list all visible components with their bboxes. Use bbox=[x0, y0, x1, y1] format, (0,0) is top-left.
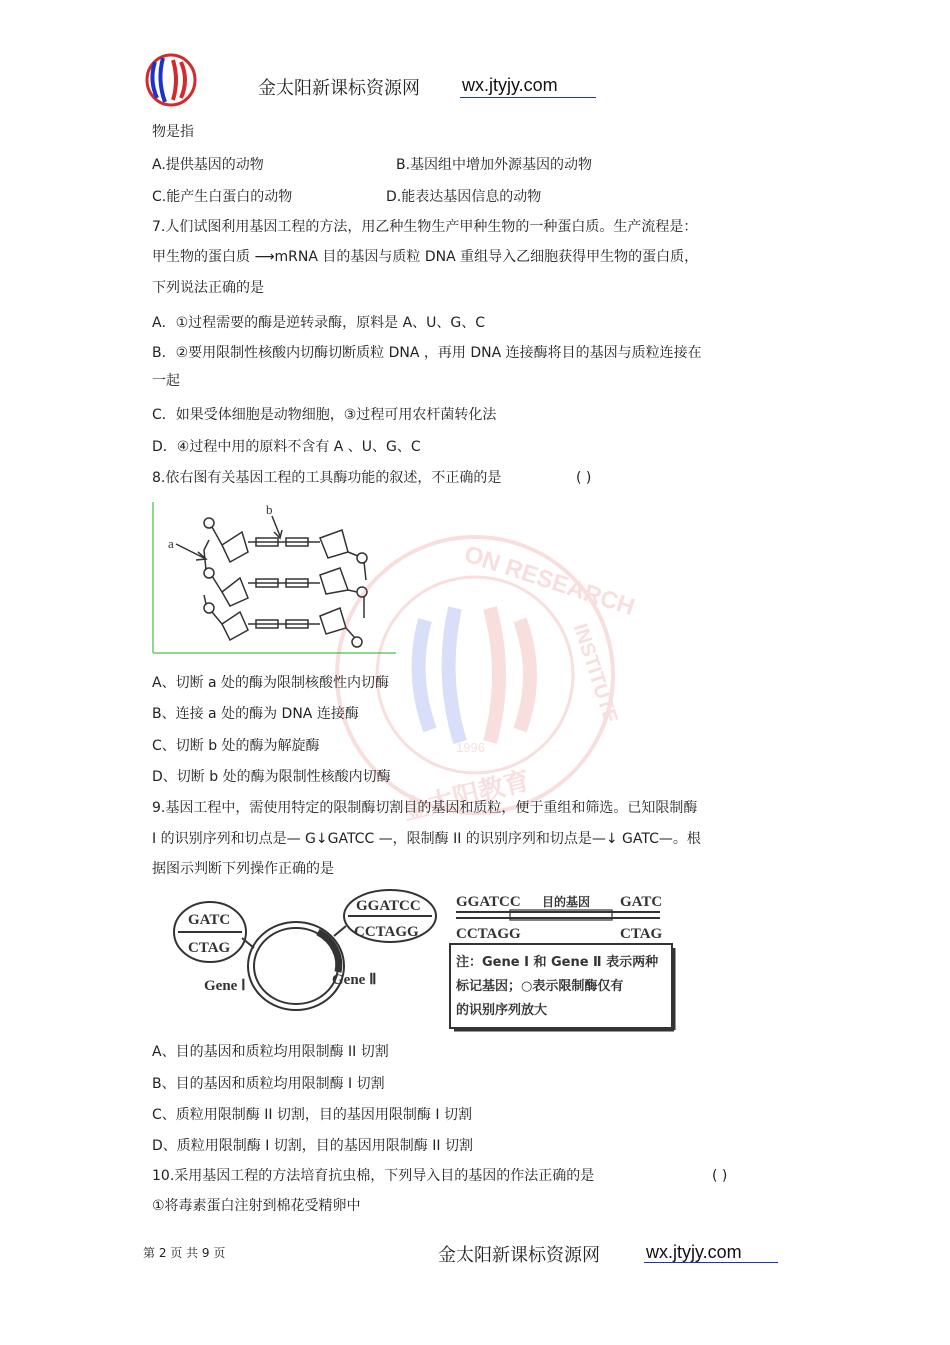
figure-8-dna bbox=[152, 500, 398, 655]
option-8a: A、切断 a 处的酶为限制核酸性内切酶 bbox=[152, 675, 390, 691]
option-9c: C、质粒用限制酶 II 切割，目的基因用限制酶 I 切割 bbox=[152, 1107, 472, 1123]
header-url-underline bbox=[460, 97, 596, 98]
text-line: 物是指 bbox=[152, 124, 194, 140]
target-bottom-left: CCTAGG bbox=[456, 926, 521, 942]
option-8b: B、连接 a 处的酶为 DNA 连接酶 bbox=[152, 706, 359, 722]
footer-site-name: 金太阳新课标资源网 bbox=[438, 1245, 600, 1266]
footer-site-url[interactable]: wx.jtyjy.com bbox=[646, 1242, 742, 1262]
option-6b: B.基因组中增加外源基因的动物 bbox=[396, 157, 593, 173]
option-9a: A、目的基因和质粒均用限制酶 II 切割 bbox=[152, 1044, 389, 1060]
option-7b: B．②要用限制性核酸内切酶切断质粒 DNA ，再用 DNA 连接酶将目的基因与质粒连接在 bbox=[152, 345, 702, 361]
option-7d: D．④过程中用的原料不含有 A 、U、G、C bbox=[152, 439, 421, 455]
option-6d: D.能表达基因信息的动物 bbox=[386, 189, 542, 205]
plasmid-left-top: GATC bbox=[188, 912, 231, 928]
question-9: 9.基因工程中，需使用特定的限制酶切割目的基因和质粒，便于重组和筛选。已知限制酶 bbox=[152, 800, 698, 816]
question-7-flow: 甲生物的蛋白质 ⟶mRNA 目的基因与质粒 DNA 重组导入乙细胞获得甲生物的蛋白质， bbox=[152, 249, 699, 265]
figure-9-plasmid bbox=[168, 886, 678, 1034]
page-number: 第 2 页 共 9 页 bbox=[143, 1246, 226, 1260]
logo bbox=[143, 52, 199, 108]
question-10-paren: ( ) bbox=[712, 1168, 728, 1184]
question-8-paren: ( ) bbox=[576, 470, 592, 486]
option-8c: C、切断 b 处的酶为解旋酶 bbox=[152, 738, 320, 754]
jty-logo-icon bbox=[143, 52, 199, 108]
option-7a: A．①过程需要的酶是逆转录酶，原料是 A、U、G、C bbox=[152, 315, 486, 331]
option-6a: A.提供基因的动物 bbox=[152, 157, 264, 173]
watermark-year: 1996 bbox=[456, 740, 485, 755]
question-7-ask: 下列说法正确的是 bbox=[152, 280, 264, 296]
question-10: 10.采用基因工程的方法培育抗虫棉，下列导入目的基因的作法正确的是 bbox=[152, 1168, 595, 1184]
gene1-label: Gene Ⅰ bbox=[204, 978, 246, 994]
gene2-label: Gene Ⅱ bbox=[332, 972, 377, 988]
target-middle: 目的基因 bbox=[542, 895, 591, 909]
header-site-name: 金太阳新课标资源网 bbox=[258, 78, 420, 99]
question-9-line3: 据图示判断下列操作正确的是 bbox=[152, 861, 334, 877]
target-top-left: GGATCC bbox=[456, 894, 521, 910]
option-8d: D、切断 b 处的酶为限制性核酸内切酶 bbox=[152, 769, 391, 785]
option-9b: B、目的基因和质粒均用限制酶 I 切割 bbox=[152, 1076, 385, 1092]
option-10-1: ①将毒素蛋白注射到棉花受精卵中 bbox=[152, 1198, 361, 1214]
option-7b-cont: 一起 bbox=[152, 373, 180, 389]
watermark-text-top: ON RESEARCH bbox=[460, 540, 638, 622]
footer-url-underline bbox=[644, 1262, 778, 1263]
question-7: 7.人们试图利用基因工程的方法，用乙种生物生产甲种生物的一种蛋白质。生产流程是： bbox=[152, 219, 698, 235]
question-9-line2: I 的识别序列和切点是— G↓GATCC —，限制酶 II 的识别序列和切点是—↓ GATC—。根 bbox=[152, 831, 701, 847]
plasmid-right-top: GGATCC bbox=[356, 898, 421, 914]
option-9d: D、质粒用限制酶 I 切割，目的基因用限制酶 II 切割 bbox=[152, 1138, 473, 1154]
watermark-text-right: INSTITUTE bbox=[568, 621, 622, 727]
question-8: 8.依右图有关基因工程的工具酶功能的叙述，不正确的是 bbox=[152, 470, 502, 486]
header-site-url[interactable]: wx.jtyjy.com bbox=[462, 75, 558, 95]
option-7c: C．如果受体细胞是动物细胞，③过程可用农杆菌转化法 bbox=[152, 407, 497, 423]
target-bottom-right: CTAG bbox=[620, 926, 663, 942]
note-line2: 标记基因；○表示限制酶仅有 bbox=[456, 979, 624, 994]
note-line1: 注：Gene Ⅰ 和 Gene Ⅱ 表示两种 bbox=[456, 955, 659, 970]
target-top-right: GATC bbox=[620, 894, 663, 910]
option-6c: C.能产生白蛋白的动物 bbox=[152, 189, 293, 205]
plasmid-left-bottom: CTAG bbox=[188, 940, 231, 956]
watermark-text-bottom: 金太阳教育 bbox=[399, 766, 533, 827]
plasmid-right-bottom: CCTAGG bbox=[354, 924, 419, 940]
note-line3: 的识别序列放大 bbox=[456, 1003, 548, 1018]
label-b: b bbox=[266, 502, 273, 517]
label-a: a bbox=[168, 536, 174, 551]
